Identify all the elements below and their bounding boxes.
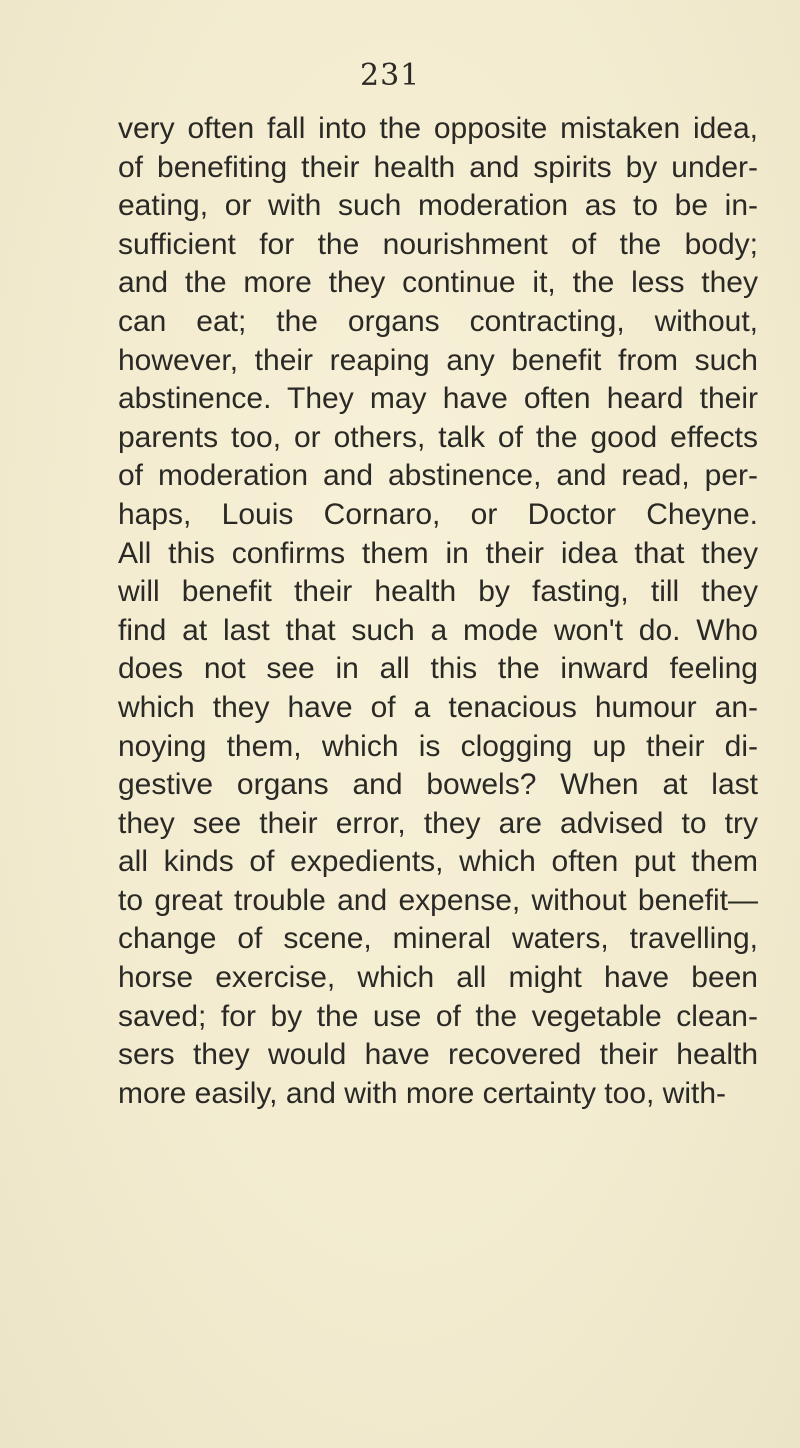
text-line: and the more they continue it, the less they xyxy=(118,266,758,300)
text-line: noying them, which is clogging up their di- xyxy=(118,729,758,763)
text-line: change of scene, mineral waters, travelling, xyxy=(118,922,758,956)
text-line: haps, Louis Cornaro, or Doctor Cheyne. xyxy=(118,497,758,531)
text-line: of benefiting their health and spirits by under- xyxy=(118,150,758,184)
text-line: horse exercise, which all might have been xyxy=(118,961,758,995)
text-line: however, their reaping any benefit from such xyxy=(118,343,758,377)
text-line: they see their error, they are advised to try xyxy=(118,806,758,840)
text-line: sufficient for the nourishment of the body; xyxy=(118,227,758,261)
text-line: saved; for by the use of the vegetable clean- xyxy=(118,999,758,1033)
text-line: eating, or with such moderation as to be in- xyxy=(118,189,758,223)
text-line: which they have of a tenacious humour an- xyxy=(118,690,758,724)
text-line: does not see in all this the inward feeling xyxy=(118,652,758,686)
text-line: more easily, and with more certainty too, with- xyxy=(118,1076,727,1110)
text-line: All this confirms them in their idea that they xyxy=(118,536,758,570)
text-line: to great trouble and expense, without benefit— xyxy=(118,883,758,917)
text-line: parents too, or others, talk of the good effects xyxy=(118,420,758,454)
page-number: 231 xyxy=(360,58,421,93)
text-line: all kinds of expedients, which often put them xyxy=(118,845,758,879)
text-line: find at last that such a mode won't do. Who xyxy=(118,613,758,647)
text-line: will benefit their health by fasting, till they xyxy=(118,575,758,609)
text-line: sers they would have recovered their health xyxy=(118,1038,758,1072)
text-line: can eat; the organs contracting, without, xyxy=(118,304,758,338)
text-line: very often fall into the opposite mistaken idea, xyxy=(118,112,758,145)
text-line: of moderation and abstinence, and read, per- xyxy=(118,459,758,493)
text-line: gestive organs and bowels? When at last xyxy=(118,768,758,802)
text-line: abstinence. They may have often heard their xyxy=(118,382,758,416)
page-body-text xyxy=(118,110,758,1113)
